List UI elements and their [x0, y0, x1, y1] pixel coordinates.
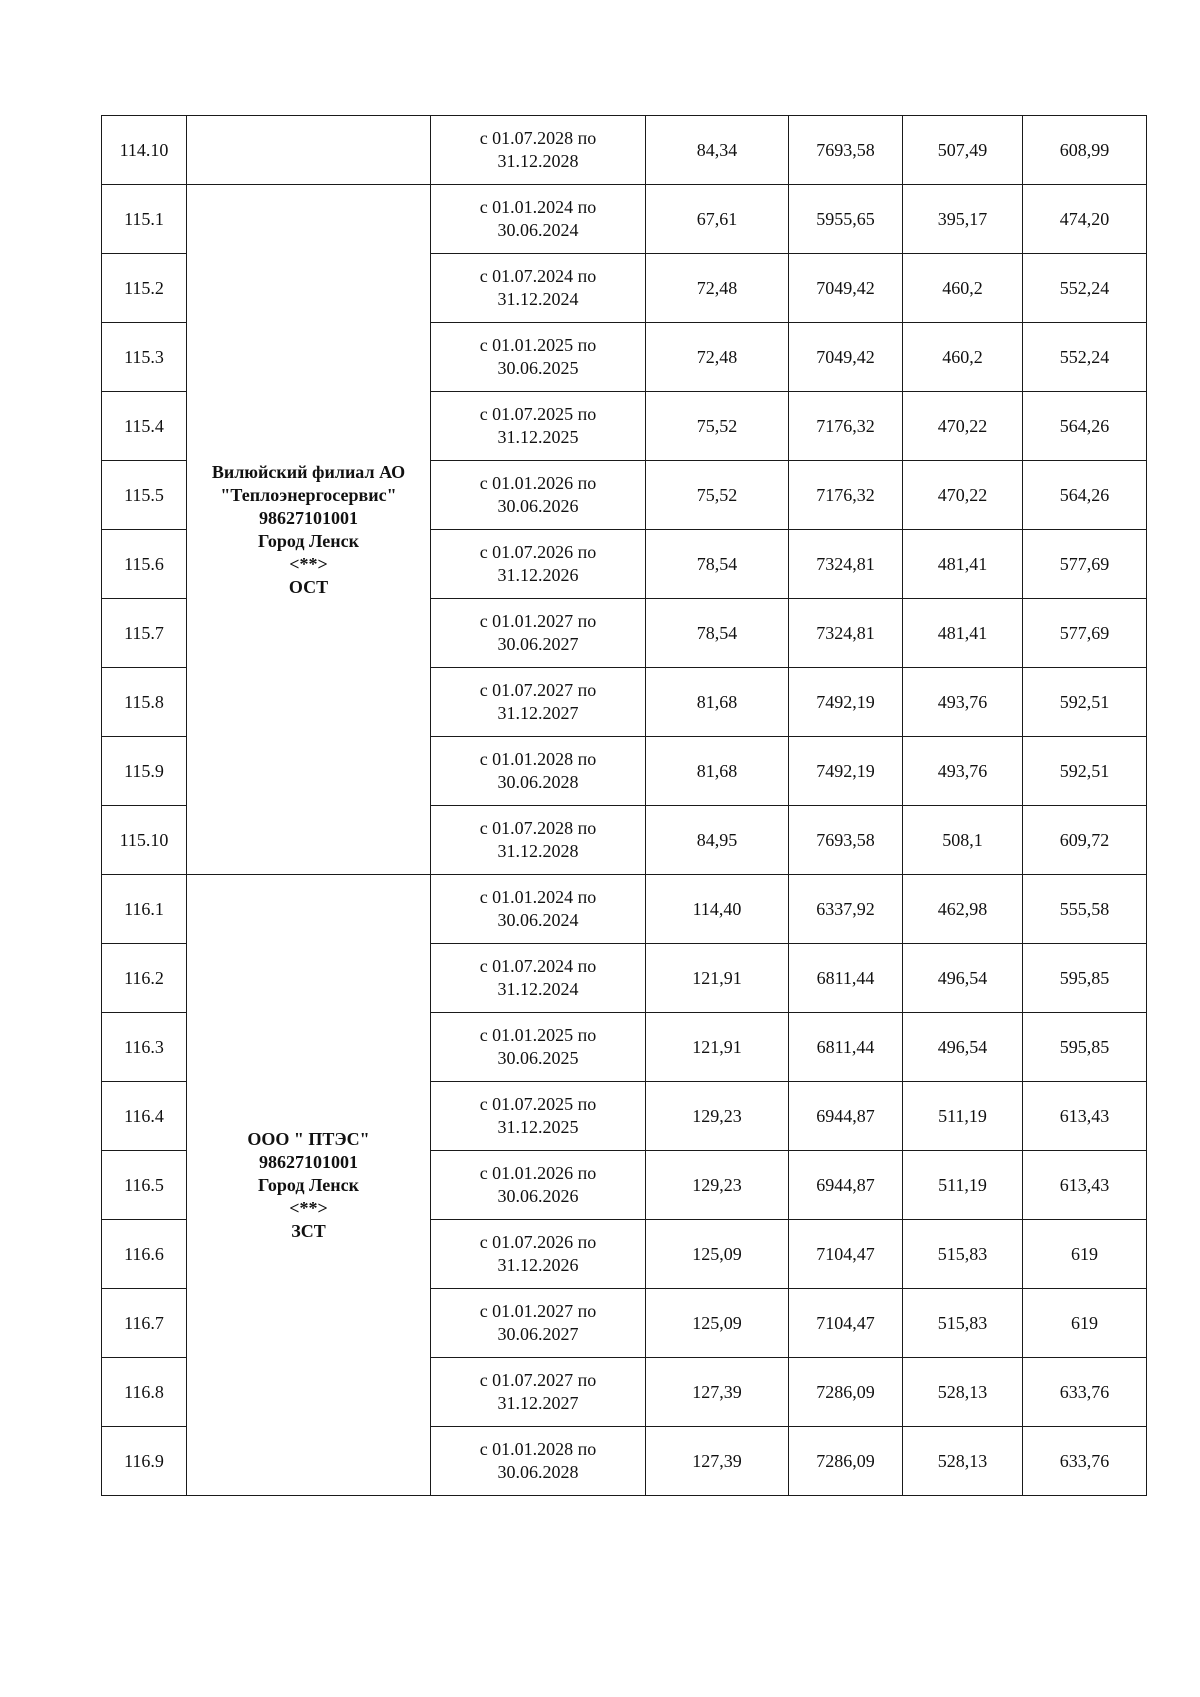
value-cell-4: 555,58	[1023, 875, 1147, 944]
period-to: 31.12.2024	[497, 979, 579, 999]
row-number: 115.9	[102, 737, 187, 806]
row-number: 116.5	[102, 1151, 187, 1220]
value-cell-1: 78,54	[646, 530, 789, 599]
value-cell-4: 608,99	[1023, 116, 1147, 185]
row-number: 115.7	[102, 599, 187, 668]
value-cell-1: 84,95	[646, 806, 789, 875]
row-number: 116.6	[102, 1220, 187, 1289]
value-cell-1: 84,34	[646, 116, 789, 185]
value-cell-2: 7492,19	[789, 668, 903, 737]
period-cell	[431, 1082, 646, 1151]
value-cell-1: 75,52	[646, 392, 789, 461]
period-to: 31.12.2026	[497, 565, 579, 585]
value-cell-2: 6944,87	[789, 1151, 903, 1220]
value-cell-2: 7049,42	[789, 254, 903, 323]
period-from: с 01.07.2026 по	[479, 542, 597, 562]
value-cell-1: 121,91	[646, 1013, 789, 1082]
organization-cell	[187, 185, 431, 875]
row-number: 116.9	[102, 1427, 187, 1496]
period-to: 30.06.2026	[497, 1186, 579, 1206]
value-cell-2: 7324,81	[789, 599, 903, 668]
period-to: 30.06.2026	[497, 496, 579, 516]
table-body	[102, 116, 1147, 1496]
period-to: 30.06.2027	[497, 1324, 579, 1344]
value-cell-3: 508,1	[903, 806, 1023, 875]
row-number: 116.7	[102, 1289, 187, 1358]
value-cell-4: 633,76	[1023, 1427, 1147, 1496]
value-cell-4: 619	[1023, 1289, 1147, 1358]
period-from: с 01.01.2024 по	[479, 887, 597, 907]
period-cell	[431, 530, 646, 599]
row-number: 116.8	[102, 1358, 187, 1427]
period-cell	[431, 1151, 646, 1220]
period-cell	[431, 1358, 646, 1427]
period-cell	[431, 875, 646, 944]
period-from: с 01.01.2027 по	[479, 611, 597, 631]
value-cell-1: 125,09	[646, 1220, 789, 1289]
row-number: 114.10	[102, 116, 187, 185]
organization-cell	[187, 116, 431, 185]
row-number: 115.4	[102, 392, 187, 461]
value-cell-2: 7286,09	[789, 1358, 903, 1427]
value-cell-2: 6811,44	[789, 1013, 903, 1082]
value-cell-3: 462,98	[903, 875, 1023, 944]
period-to: 31.12.2024	[497, 289, 579, 309]
value-cell-3: 470,22	[903, 392, 1023, 461]
period-to: 30.06.2025	[497, 1048, 579, 1068]
value-cell-2: 7693,58	[789, 806, 903, 875]
row-number: 116.2	[102, 944, 187, 1013]
organization-line: 98627101001	[259, 1151, 358, 1172]
period-cell	[431, 1013, 646, 1082]
value-cell-1: 72,48	[646, 254, 789, 323]
period-from: с 01.07.2025 по	[479, 1094, 597, 1114]
value-cell-4: 595,85	[1023, 1013, 1147, 1082]
row-number: 115.8	[102, 668, 187, 737]
value-cell-2: 6337,92	[789, 875, 903, 944]
period-from: с 01.01.2026 по	[479, 1163, 597, 1183]
value-cell-1: 129,23	[646, 1082, 789, 1151]
value-cell-2: 7492,19	[789, 737, 903, 806]
value-cell-4: 577,69	[1023, 599, 1147, 668]
table-row	[102, 185, 1147, 254]
value-cell-2: 6944,87	[789, 1082, 903, 1151]
value-cell-1: 72,48	[646, 323, 789, 392]
period-cell	[431, 1289, 646, 1358]
organization-line: 98627101001	[259, 507, 358, 528]
value-cell-2: 7104,47	[789, 1289, 903, 1358]
organization-line: ЗСТ	[291, 1220, 326, 1241]
value-cell-2: 7286,09	[789, 1427, 903, 1496]
value-cell-3: 528,13	[903, 1358, 1023, 1427]
period-cell	[431, 668, 646, 737]
period-from: с 01.01.2027 по	[479, 1301, 597, 1321]
period-cell	[431, 461, 646, 530]
value-cell-3: 493,76	[903, 737, 1023, 806]
value-cell-2: 7176,32	[789, 392, 903, 461]
value-cell-4: 609,72	[1023, 806, 1147, 875]
value-cell-3: 515,83	[903, 1220, 1023, 1289]
value-cell-2: 6811,44	[789, 944, 903, 1013]
row-number: 115.1	[102, 185, 187, 254]
period-from: с 01.01.2025 по	[479, 335, 597, 355]
organization-cell	[187, 875, 431, 1496]
organization-line: ООО " ПТЭС"	[247, 1128, 370, 1149]
period-cell	[431, 185, 646, 254]
period-to: 31.12.2026	[497, 1255, 579, 1275]
period-from: с 01.07.2028 по	[479, 818, 597, 838]
period-cell	[431, 944, 646, 1013]
value-cell-2: 7324,81	[789, 530, 903, 599]
value-cell-3: 470,22	[903, 461, 1023, 530]
row-number: 115.6	[102, 530, 187, 599]
row-number: 115.5	[102, 461, 187, 530]
value-cell-1: 121,91	[646, 944, 789, 1013]
period-from: с 01.01.2028 по	[479, 749, 597, 769]
organization-line: <**>	[289, 1197, 328, 1218]
table-row	[102, 875, 1147, 944]
value-cell-3: 528,13	[903, 1427, 1023, 1496]
value-cell-4: 633,76	[1023, 1358, 1147, 1427]
period-cell	[431, 737, 646, 806]
value-cell-3: 507,49	[903, 116, 1023, 185]
period-cell	[431, 254, 646, 323]
value-cell-4: 564,26	[1023, 461, 1147, 530]
tariff-table	[101, 115, 1147, 1496]
value-cell-3: 460,2	[903, 254, 1023, 323]
value-cell-1: 125,09	[646, 1289, 789, 1358]
period-to: 31.12.2027	[497, 703, 579, 723]
value-cell-3: 496,54	[903, 944, 1023, 1013]
organization-line: "Теплоэнергосервис"	[220, 484, 397, 505]
value-cell-4: 474,20	[1023, 185, 1147, 254]
period-to: 30.06.2025	[497, 358, 579, 378]
value-cell-1: 81,68	[646, 668, 789, 737]
period-cell	[431, 1220, 646, 1289]
value-cell-3: 511,19	[903, 1082, 1023, 1151]
value-cell-4: 552,24	[1023, 254, 1147, 323]
row-number: 115.10	[102, 806, 187, 875]
value-cell-1: 114,40	[646, 875, 789, 944]
organization-line: Город Ленск	[258, 530, 359, 551]
period-to: 30.06.2027	[497, 634, 579, 654]
row-number: 116.1	[102, 875, 187, 944]
period-to: 31.12.2027	[497, 1393, 579, 1413]
period-to: 31.12.2025	[497, 1117, 579, 1137]
value-cell-1: 127,39	[646, 1427, 789, 1496]
value-cell-4: 595,85	[1023, 944, 1147, 1013]
value-cell-4: 613,43	[1023, 1151, 1147, 1220]
table-row	[102, 116, 1147, 185]
value-cell-3: 481,41	[903, 530, 1023, 599]
period-cell	[431, 116, 646, 185]
period-from: с 01.07.2025 по	[479, 404, 597, 424]
organization-line: Город Ленск	[258, 1174, 359, 1195]
period-from: с 01.01.2028 по	[479, 1439, 597, 1459]
period-cell	[431, 392, 646, 461]
value-cell-1: 127,39	[646, 1358, 789, 1427]
organization-line: ОСТ	[288, 576, 329, 597]
period-from: с 01.07.2027 по	[479, 1370, 597, 1390]
period-to: 30.06.2028	[497, 772, 579, 792]
period-to: 31.12.2028	[497, 151, 579, 171]
period-from: с 01.07.2026 по	[479, 1232, 597, 1252]
period-to: 31.12.2028	[497, 841, 579, 861]
value-cell-2: 7104,47	[789, 1220, 903, 1289]
period-from: с 01.07.2024 по	[479, 266, 597, 286]
value-cell-3: 496,54	[903, 1013, 1023, 1082]
period-from: с 01.01.2024 по	[479, 197, 597, 217]
period-cell	[431, 323, 646, 392]
period-cell	[431, 806, 646, 875]
row-number: 115.2	[102, 254, 187, 323]
value-cell-2: 7693,58	[789, 116, 903, 185]
period-from: с 01.01.2026 по	[479, 473, 597, 493]
organization-line: <**>	[289, 553, 328, 574]
value-cell-4: 552,24	[1023, 323, 1147, 392]
value-cell-3: 493,76	[903, 668, 1023, 737]
period-to: 30.06.2024	[497, 220, 579, 240]
period-cell	[431, 1427, 646, 1496]
period-from: с 01.07.2028 по	[479, 128, 597, 148]
value-cell-2: 5955,65	[789, 185, 903, 254]
period-to: 31.12.2025	[497, 427, 579, 447]
value-cell-3: 460,2	[903, 323, 1023, 392]
period-from: с 01.07.2027 по	[479, 680, 597, 700]
row-number: 116.3	[102, 1013, 187, 1082]
period-from: с 01.07.2024 по	[479, 956, 597, 976]
organization-line: Вилюйский филиал АО	[211, 461, 406, 482]
value-cell-4: 619	[1023, 1220, 1147, 1289]
period-to: 30.06.2024	[497, 910, 579, 930]
value-cell-1: 75,52	[646, 461, 789, 530]
value-cell-3: 481,41	[903, 599, 1023, 668]
value-cell-4: 564,26	[1023, 392, 1147, 461]
row-number: 115.3	[102, 323, 187, 392]
period-from: с 01.01.2025 по	[479, 1025, 597, 1045]
value-cell-2: 7176,32	[789, 461, 903, 530]
period-cell	[431, 599, 646, 668]
value-cell-3: 511,19	[903, 1151, 1023, 1220]
value-cell-2: 7049,42	[789, 323, 903, 392]
value-cell-3: 515,83	[903, 1289, 1023, 1358]
value-cell-4: 592,51	[1023, 668, 1147, 737]
value-cell-1: 67,61	[646, 185, 789, 254]
row-number: 116.4	[102, 1082, 187, 1151]
period-to: 30.06.2028	[497, 1462, 579, 1482]
value-cell-1: 129,23	[646, 1151, 789, 1220]
value-cell-3: 395,17	[903, 185, 1023, 254]
value-cell-4: 577,69	[1023, 530, 1147, 599]
value-cell-1: 78,54	[646, 599, 789, 668]
value-cell-4: 613,43	[1023, 1082, 1147, 1151]
value-cell-4: 592,51	[1023, 737, 1147, 806]
value-cell-1: 81,68	[646, 737, 789, 806]
